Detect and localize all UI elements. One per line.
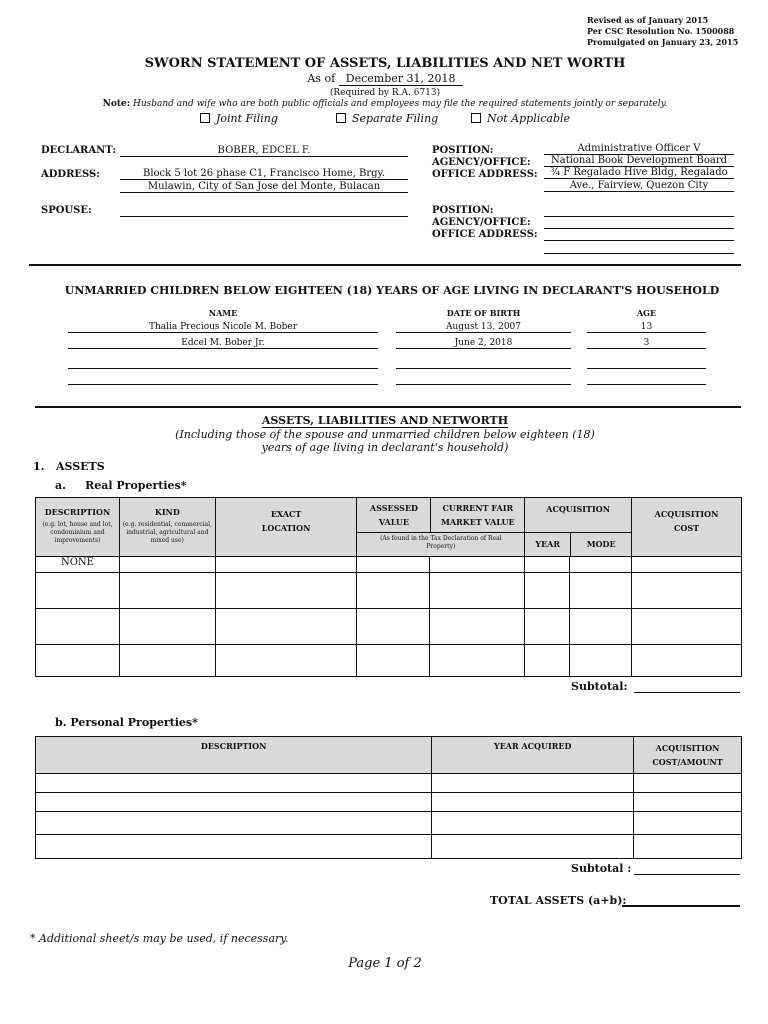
real-subtotal-label: Subtotal: xyxy=(571,680,628,693)
address-line-2: Mulawin, City of San Jose del Monte, Bulacan xyxy=(120,181,408,193)
table-row xyxy=(36,557,742,573)
table-cell[interactable] xyxy=(432,812,634,835)
col-kind xyxy=(119,498,215,557)
table-cell[interactable] xyxy=(36,645,120,677)
table-cell[interactable] xyxy=(570,645,632,677)
personal-col-year: YEAR ACQUIRED xyxy=(432,737,634,774)
table-cell[interactable] xyxy=(632,645,742,677)
table-cell[interactable] xyxy=(430,645,525,677)
required-by: (Required by R.A. 6713) xyxy=(329,88,441,98)
filing-separate[interactable] xyxy=(336,112,438,125)
personal-properties-table xyxy=(35,736,742,859)
revision-line-1: Revised as of January 2015 xyxy=(587,15,709,25)
joint-label: Joint Filing xyxy=(216,112,278,125)
table-cell[interactable] xyxy=(432,774,634,793)
separate-label: Separate Filing xyxy=(352,112,439,125)
revision-line-3: Promulgated on January 23, 2015 xyxy=(587,37,739,47)
table-row xyxy=(36,812,742,835)
section-divider xyxy=(29,264,741,266)
real-properties-label: a. Real Properties* xyxy=(55,479,187,492)
personal-properties-label: b. Personal Properties* xyxy=(55,716,198,729)
address-label: ADDRESS: xyxy=(41,169,100,180)
col-location-label-1: EXACT xyxy=(270,509,302,519)
assets-sub-1: (Including those of the spouse and unmarried children below eighteen (18) xyxy=(175,428,595,441)
note-label: Note: xyxy=(102,99,131,109)
table-cell[interactable] xyxy=(215,557,357,573)
col-location-label-2: LOCATION xyxy=(261,523,311,533)
table-cell[interactable] xyxy=(430,609,525,645)
agency-value: National Book Development Board xyxy=(544,155,734,167)
spouse-office-field-2[interactable] xyxy=(544,242,734,254)
spouse-agency-label: AGENCY/OFFICE: xyxy=(432,217,531,228)
table-cell[interactable] xyxy=(119,609,215,645)
table-cell[interactable] xyxy=(36,774,432,793)
col-mode: MODE xyxy=(586,539,616,550)
assets-sub-2: years of age living in declarant's household) xyxy=(261,441,509,454)
children-col-dob: DATE OF BIRTH xyxy=(446,308,521,318)
table-cell[interactable] xyxy=(632,573,742,609)
revision-line-2: Per CSC Resolution No. 1500088 xyxy=(587,26,735,36)
child-2-name: Edcel M. Bober Jr. xyxy=(68,338,378,349)
table-cell[interactable] xyxy=(119,645,215,677)
position-label: POSITION: xyxy=(432,145,494,156)
table-cell[interactable] xyxy=(634,774,742,793)
table-cell[interactable] xyxy=(430,557,525,573)
office-address-line-2: Ave., Fairview, Quezon City xyxy=(544,180,734,192)
children-col-name: NAME xyxy=(208,308,238,318)
col-fair-label-2: MARKET VALUE xyxy=(441,517,515,527)
col-description xyxy=(36,498,120,557)
table-cell[interactable] xyxy=(632,609,742,645)
col-acquisition-cost xyxy=(632,498,742,557)
section-divider-2 xyxy=(35,406,741,408)
child-4-name[interactable] xyxy=(68,372,378,385)
real-subtotal-field[interactable] xyxy=(634,680,740,693)
spouse-position-field[interactable] xyxy=(544,205,734,217)
col-fair-value xyxy=(431,498,524,532)
position-value: Administrative Officer V xyxy=(544,143,734,155)
table-cell[interactable] xyxy=(357,609,430,645)
table-row xyxy=(36,835,742,859)
table-cell[interactable] xyxy=(432,793,634,812)
table-cell[interactable] xyxy=(525,645,570,677)
table-cell[interactable] xyxy=(215,609,357,645)
col-description-note: (e.g. lot, house and lot, condominium and improvements) xyxy=(42,521,113,544)
table-cell[interactable] xyxy=(36,835,432,859)
table-cell[interactable] xyxy=(525,557,570,573)
col-assessed xyxy=(357,498,431,532)
office-address-line-1: ¾ F Regalado Hive Bldg, Regalado xyxy=(544,167,734,179)
assets-heading-text: ASSETS, LIABILITIES AND NETWORTH xyxy=(261,414,509,427)
personal-subtotal-label: Subtotal : xyxy=(571,862,632,875)
table-cell[interactable] xyxy=(634,835,742,859)
table-cell[interactable] xyxy=(570,609,632,645)
not-applicable-label: Not Applicable xyxy=(487,112,571,125)
personal-col-cost xyxy=(634,737,742,774)
separate-checkbox[interactable] xyxy=(336,113,346,123)
note-line xyxy=(0,99,768,109)
child-3-name[interactable] xyxy=(68,356,378,369)
table-cell[interactable] xyxy=(36,793,432,812)
personal-col-cost-1: ACQUISITION xyxy=(655,743,720,753)
as-of-label: As of xyxy=(307,72,336,85)
real-properties-table xyxy=(35,497,742,677)
agency-label: AGENCY/OFFICE: xyxy=(432,157,531,168)
col-location xyxy=(215,498,357,557)
col-description-label: DESCRIPTION xyxy=(44,507,111,517)
col-values xyxy=(357,498,525,557)
form-title: SWORN STATEMENT OF ASSETS, LIABILITIES AND NET WORTH xyxy=(144,56,626,71)
table-cell[interactable] xyxy=(430,573,525,609)
col-cost-label-1: ACQUISITION xyxy=(654,509,719,519)
table-cell[interactable] xyxy=(357,557,430,573)
as-of-date: December 31, 2018 xyxy=(339,72,463,86)
child-3-dob[interactable] xyxy=(396,356,571,369)
table-cell[interactable] xyxy=(36,573,120,609)
col-assessed-label-1: ASSESSED xyxy=(369,503,418,513)
declarant-label: DECLARANT: xyxy=(41,145,117,156)
children-heading: UNMARRIED CHILDREN BELOW EIGHTEEN (18) YEARS OF AGE LIVING IN DECLARANT'S HOUSEHOLD xyxy=(64,284,720,297)
child-1-dob: August 13, 2007 xyxy=(396,322,571,333)
col-assessed-label-2: VALUE xyxy=(378,517,409,527)
child-2-age: 3 xyxy=(587,338,706,349)
spouse-office-field-1[interactable] xyxy=(544,229,734,241)
child-1-name: Thalia Precious Nicole M. Bober xyxy=(68,322,378,333)
col-kind-note: (e.g. residential, commercial, industrial, agricultural and mixed use) xyxy=(122,521,212,544)
table-cell[interactable] xyxy=(119,557,215,573)
col-year: YEAR xyxy=(525,532,571,556)
col-cost-label-2: COST xyxy=(674,523,700,533)
table-cell[interactable] xyxy=(357,645,430,677)
as-of-line xyxy=(0,72,768,86)
table-cell[interactable] xyxy=(632,557,742,573)
table-row xyxy=(36,774,742,793)
spouse-agency-field[interactable] xyxy=(544,217,734,229)
total-assets-label: TOTAL ASSETS (a+b): xyxy=(490,894,627,907)
child-4-age[interactable] xyxy=(587,372,706,385)
table-cell[interactable] xyxy=(215,573,357,609)
revision-block xyxy=(587,15,738,48)
table-cell[interactable] xyxy=(634,793,742,812)
address-line-1: Block 5 lot 26 phase C1, Francisco Home, Brgy. xyxy=(120,168,408,180)
child-1-age: 13 xyxy=(587,322,706,333)
children-col-age: AGE xyxy=(636,308,657,318)
table-cell[interactable] xyxy=(634,812,742,835)
personal-col-description: DESCRIPTION xyxy=(36,737,432,774)
personal-col-cost-2: COST/AMOUNT xyxy=(652,757,723,767)
table-row xyxy=(36,609,742,645)
joint-checkbox[interactable] xyxy=(200,113,210,123)
office-address-label: OFFICE ADDRESS: xyxy=(432,169,538,180)
filing-joint[interactable] xyxy=(200,112,278,125)
assets-heading xyxy=(0,414,768,427)
tax-declaration-note: (As found in the Tax Declaration of Real Property) xyxy=(380,534,502,550)
table-cell[interactable] xyxy=(570,557,632,573)
page-number: Page 1 of 2 xyxy=(348,956,422,971)
col-kind-label: KIND xyxy=(154,507,180,517)
col-acquisition-label: ACQUISITION xyxy=(525,498,631,532)
table-cell[interactable] xyxy=(119,573,215,609)
table-cell[interactable] xyxy=(525,609,570,645)
table-cell[interactable] xyxy=(570,573,632,609)
assets-label: 1. ASSETS xyxy=(33,460,105,473)
table-cell[interactable] xyxy=(36,609,120,645)
table-row xyxy=(36,793,742,812)
spouse-office-label: OFFICE ADDRESS: xyxy=(432,229,538,240)
additional-sheets-note: * Additional sheet/s may be used, if necessary. xyxy=(30,932,289,945)
personal-subtotal-field[interactable] xyxy=(634,864,740,875)
declarant-value: BOBER, EDCEL F. xyxy=(120,145,408,157)
spouse-label: SPOUSE: xyxy=(41,205,92,216)
note-text: Husband and wife who are both public officials and employees may file the required statements jointly or separately. xyxy=(132,99,668,109)
not-applicable-checkbox[interactable] xyxy=(471,113,481,123)
table-cell[interactable] xyxy=(36,812,432,835)
real-row-1-description: NONE xyxy=(36,557,120,573)
col-fair-label-1: CURRENT FAIR xyxy=(442,503,514,513)
col-acquisition xyxy=(525,498,632,557)
table-cell[interactable] xyxy=(525,573,570,609)
table-cell[interactable] xyxy=(432,835,634,859)
spouse-position-label: POSITION: xyxy=(432,205,494,216)
total-assets-field[interactable] xyxy=(622,905,740,907)
child-2-dob: June 2, 2018 xyxy=(396,338,571,349)
child-3-age[interactable] xyxy=(587,356,706,369)
filing-not-applicable[interactable] xyxy=(471,112,570,125)
table-row xyxy=(36,645,742,677)
table-cell[interactable] xyxy=(215,645,357,677)
table-row xyxy=(36,573,742,609)
child-4-dob[interactable] xyxy=(396,372,571,385)
spouse-value xyxy=(120,204,408,217)
table-cell[interactable] xyxy=(357,573,430,609)
